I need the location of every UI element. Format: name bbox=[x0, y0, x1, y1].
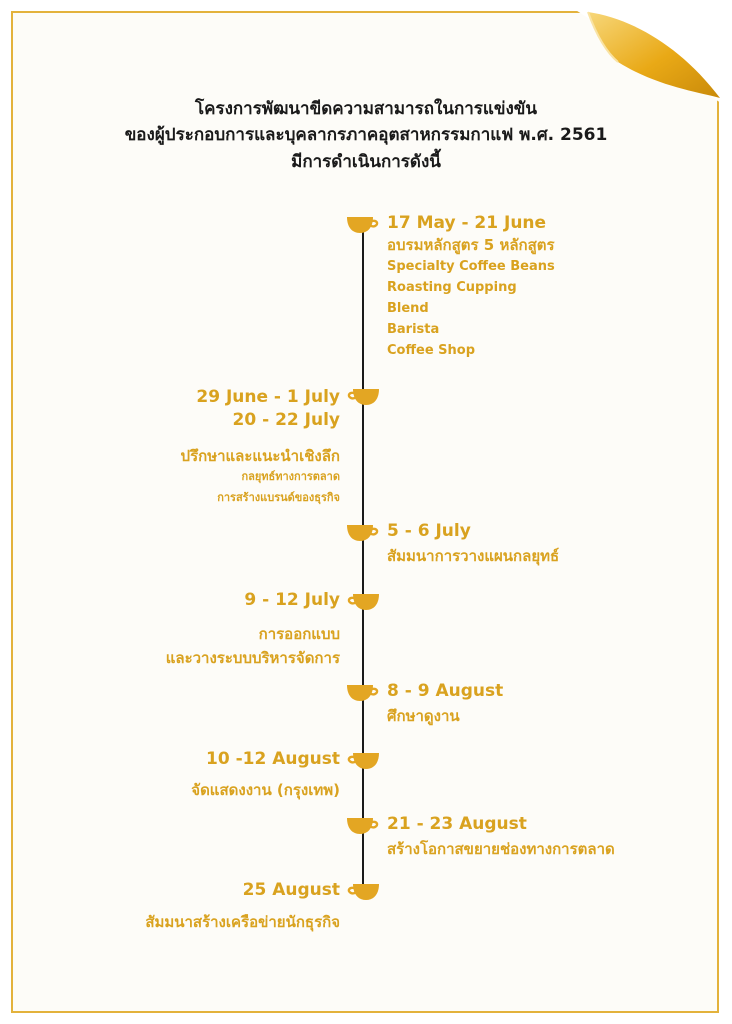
course-item: Specialty Coffee Beans bbox=[387, 258, 555, 274]
event-date: 17 May - 21 June bbox=[387, 213, 547, 233]
coffee-cup-icon bbox=[346, 387, 380, 407]
course-item: Coffee Shop bbox=[387, 343, 476, 359]
event-date: 10 -12 August bbox=[206, 749, 340, 769]
event-date: 5 - 6 July bbox=[387, 521, 471, 541]
title-line-2: ของผู้ประกอบการและบุคลากรภาคอุตสาหกรรมกาแฟ พ.ศ. 2561 bbox=[124, 125, 608, 146]
coffee-cup-icon bbox=[346, 683, 380, 703]
consulting-item: กลยุทธ์ทางการตลาด bbox=[241, 469, 340, 483]
coffee-cup-icon bbox=[346, 523, 380, 543]
event-heading: ศึกษาดูงาน bbox=[387, 706, 460, 725]
event-heading: สัมมนาการวางแผนกลยุทธ์ bbox=[387, 546, 560, 565]
page-title bbox=[60, 96, 672, 175]
event-heading: ปรึกษาและแนะนำเชิงลึก bbox=[180, 446, 340, 465]
coffee-cup-icon bbox=[346, 215, 380, 235]
event-date: 25 August bbox=[242, 880, 340, 900]
coffee-cup-icon bbox=[346, 816, 380, 836]
page-curl-decoration bbox=[560, 0, 732, 110]
timeline-event-4 bbox=[166, 589, 340, 669]
course-item: Blend bbox=[387, 301, 429, 317]
timeline-event-5 bbox=[387, 680, 503, 727]
event-date-secondary: 20 - 22 July bbox=[232, 409, 340, 430]
timeline-event-3 bbox=[387, 520, 559, 567]
consulting-item: การสร้างแบรนด์ของธุรกิจ bbox=[217, 490, 340, 504]
title-line-1: โครงการพัฒนาขีดความสามารถในการแข่งขัน bbox=[194, 99, 538, 119]
timeline-event-2 bbox=[181, 386, 340, 509]
event-heading-line-2: และวางระบบบริหารจัดการ bbox=[165, 648, 340, 667]
coffee-cup-icon bbox=[346, 751, 380, 771]
timeline-event-8 bbox=[145, 879, 340, 933]
course-item: Barista bbox=[387, 322, 440, 338]
event-date: 21 - 23 August bbox=[387, 814, 527, 834]
timeline-event-7 bbox=[387, 813, 615, 860]
coffee-cup-icon bbox=[346, 592, 380, 612]
event-date: 29 June - 1 July bbox=[196, 387, 340, 407]
event-heading: การออกแบบ bbox=[258, 624, 340, 643]
event-date: 8 - 9 August bbox=[387, 681, 504, 701]
timeline-axis bbox=[362, 228, 364, 893]
event-heading: สร้างโอกาสขยายช่องทางการตลาด bbox=[387, 839, 615, 858]
coffee-cup-icon bbox=[346, 882, 380, 902]
course-item: Roasting Cupping bbox=[387, 279, 517, 295]
timeline-event-1 bbox=[387, 212, 555, 361]
event-heading: จัดแสดงงาน (กรุงเทพ) bbox=[191, 780, 340, 799]
event-heading: สัมมนาสร้างเครือข่ายนักธุรกิจ bbox=[145, 912, 340, 931]
event-date: 9 - 12 July bbox=[244, 590, 340, 610]
event-heading: อบรมหลักสูตร 5 หลักสูตร bbox=[387, 235, 555, 254]
timeline-event-6 bbox=[191, 748, 340, 801]
title-line-3: มีการดำเนินการดังนี้ bbox=[291, 151, 441, 172]
